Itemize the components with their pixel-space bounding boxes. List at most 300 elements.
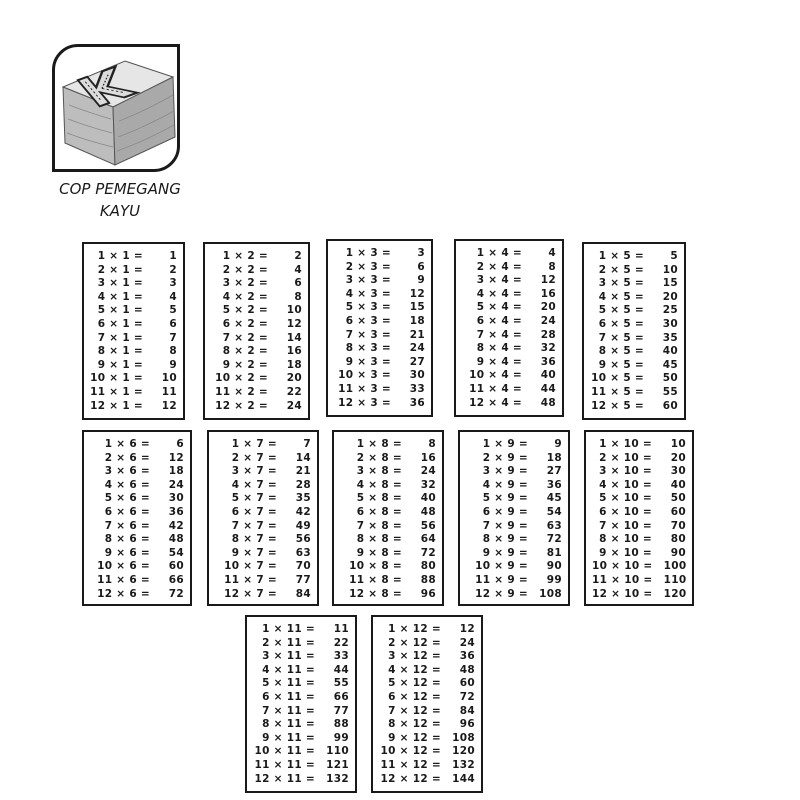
row-result: 16 <box>420 451 436 464</box>
row-expression: 1 × 6 = <box>104 438 150 450</box>
table-row <box>466 479 562 493</box>
table-row <box>90 291 177 305</box>
row-expression: 1 × 7 = <box>231 438 277 450</box>
row-expression: 9 × 11 = <box>262 731 315 744</box>
row-expression: 6 × 2 = <box>222 317 268 330</box>
table-row <box>215 547 311 561</box>
table-row <box>340 574 436 588</box>
table-row <box>340 533 436 547</box>
table-row <box>466 506 562 520</box>
row-expression: 3 × 10 = <box>599 465 652 478</box>
table-row <box>466 452 562 466</box>
row-expression: 12 × 6 = <box>97 587 150 600</box>
row-expression: 1 × 8 = <box>356 438 402 450</box>
row-expression: 10 × 6 = <box>97 560 150 573</box>
row-expression: 2 × 4 = <box>476 260 522 273</box>
row-expression: 6 × 1 = <box>97 317 143 330</box>
row-result: 24 <box>420 465 436 478</box>
row-result: 70 <box>295 560 311 573</box>
row-result: 12 <box>540 274 556 287</box>
table-row <box>340 560 436 574</box>
row-expression: 12 × 12 = <box>380 772 441 785</box>
row-result: 40 <box>662 345 678 358</box>
row-result: 10 <box>662 263 678 276</box>
row-result: 63 <box>295 546 311 559</box>
table-row <box>215 520 311 534</box>
row-result: 90 <box>670 546 686 559</box>
table-row <box>592 588 686 602</box>
row-result: 81 <box>546 546 562 559</box>
row-expression: 3 × 6 = <box>104 465 150 478</box>
row-result: 4 <box>548 247 556 259</box>
table-row <box>379 664 475 678</box>
row-result: 88 <box>420 573 436 586</box>
table-row <box>466 560 562 574</box>
row-expression: 3 × 11 = <box>262 650 315 663</box>
row-expression: 12 × 3 = <box>338 396 391 409</box>
table-row <box>340 438 436 452</box>
row-expression: 7 × 8 = <box>356 519 402 532</box>
row-expression: 3 × 7 = <box>231 465 277 478</box>
row-expression: 7 × 12 = <box>388 704 441 717</box>
table-row <box>253 745 349 759</box>
row-expression: 8 × 5 = <box>598 345 644 358</box>
table-row <box>211 277 302 291</box>
row-expression: 1 × 5 = <box>598 250 644 262</box>
table-row <box>90 372 177 386</box>
row-result: 84 <box>295 587 311 600</box>
row-expression: 6 × 10 = <box>599 505 652 518</box>
row-expression: 3 × 9 = <box>482 465 528 478</box>
row-result: 35 <box>662 331 678 344</box>
table-row <box>211 250 302 264</box>
table-row <box>90 386 177 400</box>
row-expression: 4 × 7 = <box>231 478 277 491</box>
row-result: 24 <box>409 342 425 355</box>
table-row <box>334 342 425 356</box>
table-row <box>253 705 349 719</box>
row-expression: 8 × 10 = <box>599 533 652 546</box>
table-row <box>379 677 475 691</box>
row-expression: 10 × 11 = <box>254 745 315 758</box>
row-result: 35 <box>295 492 311 505</box>
table-row <box>90 506 184 520</box>
row-result: 72 <box>168 587 184 600</box>
row-result: 2 <box>294 250 302 262</box>
table-row <box>462 261 556 275</box>
row-result: 21 <box>409 328 425 341</box>
row-expression: 10 × 12 = <box>380 745 441 758</box>
row-expression: 11 × 7 = <box>224 573 277 586</box>
row-expression: 2 × 2 = <box>222 263 268 276</box>
row-result: 99 <box>333 731 349 744</box>
row-result: 56 <box>420 519 436 532</box>
table-row <box>592 533 686 547</box>
table-row <box>466 520 562 534</box>
table-row <box>90 400 177 414</box>
table-row <box>253 718 349 732</box>
table-row <box>90 465 184 479</box>
row-expression: 11 × 8 = <box>349 573 402 586</box>
table-row <box>253 650 349 664</box>
table-row <box>211 400 302 414</box>
table-row <box>211 372 302 386</box>
row-result: 11 <box>333 623 349 635</box>
times-table-7 <box>207 430 319 606</box>
row-expression: 6 × 9 = <box>482 505 528 518</box>
times-table-2 <box>203 242 310 420</box>
row-expression: 11 × 3 = <box>338 382 391 395</box>
row-expression: 2 × 6 = <box>104 451 150 464</box>
row-expression: 5 × 9 = <box>482 492 528 505</box>
table-row <box>211 359 302 373</box>
row-expression: 9 × 3 = <box>345 355 391 368</box>
row-expression: 8 × 12 = <box>388 718 441 731</box>
table-row <box>253 773 349 787</box>
row-result: 77 <box>333 704 349 717</box>
row-result: 14 <box>295 451 311 464</box>
table-row <box>90 318 177 332</box>
row-expression: 3 × 5 = <box>598 277 644 290</box>
row-result: 12 <box>168 451 184 464</box>
row-expression: 4 × 4 = <box>476 287 522 300</box>
row-expression: 8 × 7 = <box>231 533 277 546</box>
table-row <box>592 479 686 493</box>
row-result: 40 <box>420 492 436 505</box>
row-result: 40 <box>670 478 686 491</box>
table-row <box>462 356 556 370</box>
row-expression: 10 × 4 = <box>469 369 522 382</box>
row-result: 4 <box>294 263 302 276</box>
table-row <box>334 329 425 343</box>
row-expression: 9 × 7 = <box>231 546 277 559</box>
row-expression: 7 × 5 = <box>598 331 644 344</box>
row-expression: 4 × 10 = <box>599 478 652 491</box>
row-result: 72 <box>459 690 475 703</box>
row-result: 90 <box>546 560 562 573</box>
row-result: 11 <box>161 385 177 398</box>
table-row <box>590 277 678 291</box>
row-expression: 12 × 8 = <box>349 587 402 600</box>
table-row <box>379 759 475 773</box>
row-result: 22 <box>333 636 349 649</box>
row-expression: 5 × 11 = <box>262 677 315 690</box>
table-row <box>90 438 184 452</box>
row-expression: 9 × 9 = <box>482 546 528 559</box>
row-expression: 11 × 9 = <box>475 573 528 586</box>
row-result: 66 <box>333 690 349 703</box>
table-row <box>590 250 678 264</box>
row-result: 24 <box>540 314 556 327</box>
row-result: 33 <box>409 382 425 395</box>
row-expression: 5 × 8 = <box>356 492 402 505</box>
row-result: 88 <box>333 718 349 731</box>
row-expression: 11 × 6 = <box>97 573 150 586</box>
row-result: 44 <box>333 663 349 676</box>
row-expression: 10 × 1 = <box>90 372 143 385</box>
row-expression: 3 × 3 = <box>345 274 391 287</box>
row-result: 18 <box>409 314 425 327</box>
row-result: 18 <box>168 465 184 478</box>
table-row <box>379 623 475 637</box>
table-row <box>462 369 556 383</box>
table-row <box>211 386 302 400</box>
table-row <box>253 691 349 705</box>
row-expression: 4 × 12 = <box>388 663 441 676</box>
row-result: 36 <box>546 478 562 491</box>
row-result: 132 <box>326 772 349 785</box>
table-row <box>215 479 311 493</box>
times-table-12 <box>371 615 483 793</box>
row-expression: 6 × 7 = <box>231 505 277 518</box>
row-result: 50 <box>662 372 678 385</box>
row-result: 70 <box>670 519 686 532</box>
table-row <box>334 383 425 397</box>
row-expression: 5 × 12 = <box>388 677 441 690</box>
table-row <box>90 345 177 359</box>
row-result: 12 <box>161 399 177 412</box>
row-expression: 4 × 8 = <box>356 478 402 491</box>
row-expression: 2 × 7 = <box>231 451 277 464</box>
table-row <box>215 588 311 602</box>
caption <box>40 178 200 222</box>
row-expression: 4 × 1 = <box>97 290 143 303</box>
row-result: 45 <box>662 358 678 371</box>
row-expression: 3 × 12 = <box>388 650 441 663</box>
table-row <box>334 261 425 275</box>
row-result: 48 <box>420 505 436 518</box>
row-expression: 10 × 2 = <box>215 372 268 385</box>
row-result: 36 <box>168 505 184 518</box>
row-expression: 3 × 1 = <box>97 277 143 290</box>
row-expression: 2 × 1 = <box>97 263 143 276</box>
row-result: 2 <box>169 263 177 276</box>
table-row <box>90 332 177 346</box>
row-result: 24 <box>168 478 184 491</box>
row-result: 6 <box>294 277 302 290</box>
table-row <box>592 574 686 588</box>
row-result: 10 <box>161 372 177 385</box>
table-row <box>379 773 475 787</box>
row-result: 18 <box>546 451 562 464</box>
table-row <box>253 677 349 691</box>
row-expression: 9 × 2 = <box>222 358 268 371</box>
table-row <box>334 315 425 329</box>
row-expression: 4 × 2 = <box>222 290 268 303</box>
row-expression: 12 × 5 = <box>591 399 644 412</box>
row-result: 60 <box>670 505 686 518</box>
row-expression: 9 × 10 = <box>599 546 652 559</box>
table-row <box>90 277 177 291</box>
table-row <box>462 397 556 411</box>
row-expression: 1 × 11 = <box>262 623 315 635</box>
table-row <box>590 386 678 400</box>
row-result: 24 <box>459 636 475 649</box>
row-result: 54 <box>546 505 562 518</box>
table-row <box>466 492 562 506</box>
row-expression: 2 × 12 = <box>388 636 441 649</box>
table-row <box>215 560 311 574</box>
row-result: 16 <box>540 287 556 300</box>
row-result: 20 <box>662 290 678 303</box>
row-result: 108 <box>452 731 475 744</box>
row-expression: 4 × 11 = <box>262 663 315 676</box>
table-row <box>90 520 184 534</box>
row-expression: 11 × 1 = <box>90 385 143 398</box>
row-result: 121 <box>326 758 349 771</box>
row-result: 22 <box>286 385 302 398</box>
row-result: 1 <box>169 250 177 262</box>
table-row <box>379 732 475 746</box>
row-result: 8 <box>169 345 177 358</box>
row-result: 49 <box>295 519 311 532</box>
row-result: 12 <box>409 287 425 300</box>
table-row <box>466 547 562 561</box>
table-row <box>462 383 556 397</box>
row-expression: 7 × 2 = <box>222 331 268 344</box>
row-result: 64 <box>420 533 436 546</box>
times-table-9 <box>458 430 570 606</box>
row-result: 36 <box>409 396 425 409</box>
table-row <box>215 438 311 452</box>
row-result: 32 <box>540 342 556 355</box>
row-result: 42 <box>168 519 184 532</box>
row-result: 96 <box>420 587 436 600</box>
table-row <box>590 264 678 278</box>
row-result: 7 <box>169 331 177 344</box>
row-result: 110 <box>326 745 349 758</box>
table-row <box>334 288 425 302</box>
table-row <box>253 759 349 773</box>
row-result: 84 <box>459 704 475 717</box>
row-result: 100 <box>663 560 687 573</box>
row-expression: 1 × 3 = <box>345 247 391 259</box>
row-result: 42 <box>295 505 311 518</box>
row-result: 33 <box>333 650 349 663</box>
row-result: 44 <box>540 382 556 395</box>
table-row <box>215 506 311 520</box>
row-result: 72 <box>546 533 562 546</box>
times-table-3 <box>326 239 433 417</box>
row-expression: 6 × 8 = <box>356 505 402 518</box>
row-expression: 12 × 10 = <box>592 587 653 600</box>
row-expression: 8 × 2 = <box>222 345 268 358</box>
row-result: 28 <box>540 328 556 341</box>
table-row <box>90 547 184 561</box>
row-result: 132 <box>452 758 475 771</box>
table-row <box>466 533 562 547</box>
row-expression: 5 × 3 = <box>345 301 391 314</box>
table-row <box>590 345 678 359</box>
table-row <box>90 588 184 602</box>
row-result: 7 <box>303 438 311 450</box>
table-row <box>592 547 686 561</box>
row-expression: 2 × 11 = <box>262 636 315 649</box>
row-expression: 7 × 6 = <box>104 519 150 532</box>
table-row <box>592 465 686 479</box>
row-expression: 11 × 12 = <box>380 758 441 771</box>
row-result: 36 <box>540 355 556 368</box>
table-row <box>590 400 678 414</box>
row-result: 12 <box>459 623 475 635</box>
table-row <box>462 329 556 343</box>
table-row <box>253 732 349 746</box>
table-row <box>379 718 475 732</box>
row-result: 36 <box>459 650 475 663</box>
row-result: 56 <box>295 533 311 546</box>
table-row <box>466 465 562 479</box>
table-row <box>592 560 686 574</box>
table-row <box>253 637 349 651</box>
row-expression: 5 × 10 = <box>599 492 652 505</box>
caption-line-2: KAYU <box>99 202 141 220</box>
row-expression: 3 × 8 = <box>356 465 402 478</box>
row-expression: 6 × 11 = <box>262 690 315 703</box>
row-expression: 8 × 11 = <box>262 718 315 731</box>
table-row <box>253 664 349 678</box>
row-result: 8 <box>428 438 436 450</box>
row-result: 120 <box>663 587 687 600</box>
row-result: 12 <box>286 317 302 330</box>
row-result: 40 <box>540 369 556 382</box>
row-result: 63 <box>546 519 562 532</box>
table-row <box>340 588 436 602</box>
row-expression: 5 × 1 = <box>97 304 143 317</box>
times-table-5 <box>582 242 686 420</box>
row-expression: 3 × 2 = <box>222 277 268 290</box>
row-expression: 6 × 6 = <box>104 505 150 518</box>
row-result: 30 <box>662 317 678 330</box>
row-expression: 6 × 4 = <box>476 314 522 327</box>
row-expression: 9 × 12 = <box>388 731 441 744</box>
row-result: 108 <box>539 587 562 600</box>
row-result: 48 <box>168 533 184 546</box>
table-row <box>211 264 302 278</box>
row-expression: 1 × 10 = <box>599 438 652 450</box>
row-expression: 10 × 10 = <box>592 560 653 573</box>
times-table-11 <box>245 615 357 793</box>
table-row <box>90 492 184 506</box>
table-row <box>334 301 425 315</box>
table-row <box>592 506 686 520</box>
table-row <box>90 250 177 264</box>
table-row <box>462 301 556 315</box>
row-result: 80 <box>420 560 436 573</box>
row-result: 3 <box>417 247 425 259</box>
row-expression: 11 × 10 = <box>592 573 653 586</box>
table-row <box>253 623 349 637</box>
row-expression: 2 × 3 = <box>345 260 391 273</box>
row-expression: 8 × 3 = <box>345 342 391 355</box>
row-expression: 12 × 11 = <box>254 772 315 785</box>
row-expression: 7 × 1 = <box>97 331 143 344</box>
row-expression: 4 × 3 = <box>345 287 391 300</box>
row-result: 60 <box>662 399 678 412</box>
times-table-8 <box>332 430 444 606</box>
row-result: 10 <box>286 304 302 317</box>
row-expression: 5 × 5 = <box>598 304 644 317</box>
row-result: 27 <box>409 355 425 368</box>
row-expression: 2 × 5 = <box>598 263 644 276</box>
row-result: 28 <box>295 478 311 491</box>
row-expression: 5 × 6 = <box>104 492 150 505</box>
row-result: 50 <box>670 492 686 505</box>
row-result: 18 <box>286 358 302 371</box>
row-expression: 11 × 5 = <box>591 385 644 398</box>
row-result: 6 <box>176 438 184 450</box>
table-row <box>379 637 475 651</box>
row-expression: 5 × 7 = <box>231 492 277 505</box>
